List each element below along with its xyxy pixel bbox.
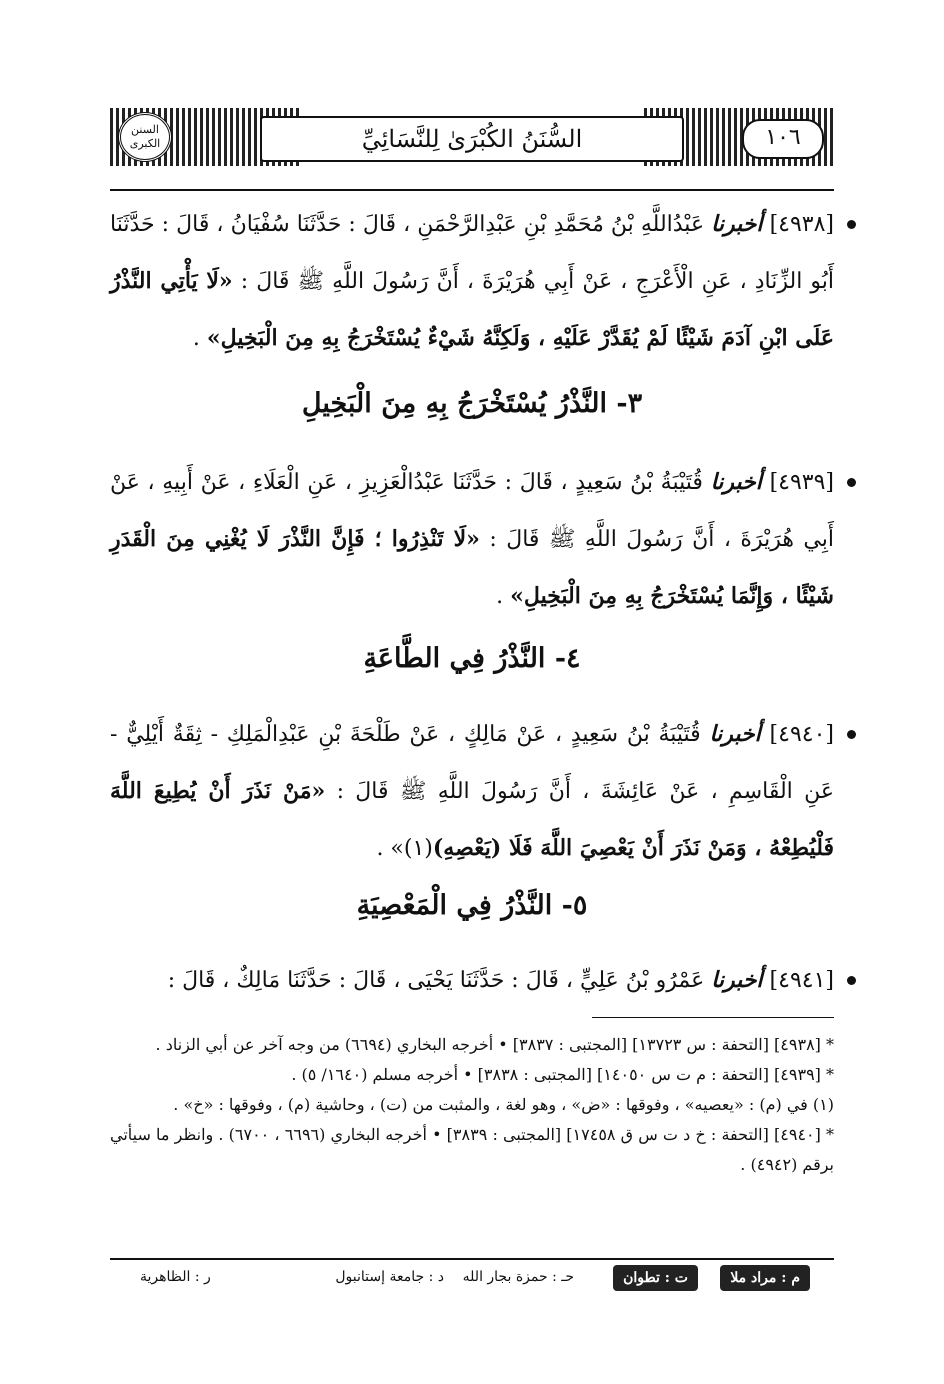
hadith-matn: «لَا تَنْذِرُوا ؛ فَإِنَّ النَّذْرَ لَا يُغْنِي مِنَ الْقَدَرِ شَيْئًا ، وَإِنَّمَا يُسْتَخْرَجُ بِهِ مِنَ الْبَخِيلِ» [110,526,834,609]
hadith-isnad: قُتَيْبَةُ بْنُ سَعِيدٍ ، قَالَ : حَدَّثَنَا عَبْدُالْعَزِيزِ ، عَنِ الْعَلَاءِ ، عَنْ أَبِيهِ ، عَنْ أَبِي هُرَيْرَةَ ، أَنَّ رَسُولَ اللَّهِ ﷺ قَالَ : [110,470,834,552]
hadith-4939 [110,454,834,625]
chapter-heading-4: ٤- النَّذْرُ فِي الطَّاعَةِ [363,643,581,674]
hadith-isnad: عَمْرُو بْنُ عَلِيٍّ ، قَالَ : حَدَّثَنَا يَحْيَى ، قَالَ : حَدَّثَنَا مَالِكٌ ، قَالَ : [167,968,705,993]
header-title-plate [260,116,684,162]
page-header [110,108,834,166]
header-rule [110,189,834,191]
chapter-heading-3: ٣- النَّذْرُ يُسْتَخْرَجُ بِهِ مِنَ الْبَخِيلِ [301,388,643,419]
manuscript-key-footer [110,1263,834,1297]
bullet-icon [847,976,856,985]
chapter-heading-5: ٥- النَّذْرُ فِي الْمَعْصِيَةِ [356,890,588,921]
hadith-4938 [110,196,834,367]
manuscript-d-label: د : جامعة إستانبول [335,1269,444,1285]
footnote-1: (١) في (م) : «يعصيه» ، وفوقها : «ض» ، وهو لغة ، والمثبت من (ت) ، وحاشية (م) ، وفوقها : «خ» . [173,1095,834,1114]
page-number: ١٠٦ [742,119,824,159]
footnote-4938: * [٤٩٣٨] [التحفة : س ١٣٧٢٣] [المجتبى : ٣٨٣٧] • أخرجه البخاري (٦٦٩٤) من وجه آخر عن أبي الزناد . [155,1035,834,1054]
footnote-4940: * [٤٩٤٠] [التحفة : خ د ت س ق ١٧٤٥٨] [المجتبى : ٣٨٣٩] • أخرجه البخاري (٦٦٩٦ ، ٦٧٠٠) . وانظر ما سيأتي برقم (٤٩٤٢) . [110,1125,835,1174]
bullet-icon [847,220,856,229]
manuscript-m-badge: م : مراد ملا [720,1265,810,1291]
hadith-number: [٤٩٣٨] [769,212,835,237]
hadith-number: [٤٩٤١] [769,968,834,993]
hadith-isnad: عَبْدُاللَّهِ بْنُ مُحَمَّدِ بْنِ عَبْدِالرَّحْمَنِ ، قَالَ : حَدَّثَنَا سُفْيَانُ ، قَالَ : حَدَّثَنَا أَبُو الزِّنَادِ ، عَنِ الْأَعْرَجِ ، عَنْ أَبِي هُرَيْرَةَ ، أَنَّ رَسُولَ اللَّهِ ﷺ قَالَ : [110,212,834,294]
manuscript-r-label: ر : الظاهرية [140,1269,211,1285]
hadith-opening: أخبرنا [709,721,761,747]
hadith-number: [٤٩٤٠] [769,722,834,747]
footnote-4939: * [٤٩٣٩] [التحفة : م ت س ١٤٠٥٠] [المجتبى : ٣٨٣٨] • أخرجه مسلم (١٦٤٠/ ٥) . [291,1065,834,1084]
hadith-tail: (١)» . [376,836,433,861]
hadith-isnad: قُتَيْبَةُ بْنُ سَعِيدٍ ، عَنْ مَالِكٍ ، عَنْ طَلْحَةَ بْنِ عَبْدِالْمَلِكِ - ثِقَةٌ أَيْلِيٌّ - عَنِ الْقَاسِمِ ، عَنْ عَائِشَةَ ، أَنَّ رَسُولَ اللَّهِ ﷺ قَالَ : [110,722,834,804]
footnotes [110,1030,834,1180]
book-seal-logo: السنن الكبرى [118,112,172,162]
hadith-4940 [110,706,834,877]
hadith-opening: أخبرنا [711,211,763,237]
footer-rule [110,1258,834,1260]
bullet-icon [847,730,856,739]
bullet-icon [847,478,856,487]
manuscript-t-badge: ت : تطوان [613,1265,698,1291]
hadith-opening: أخبرنا [711,967,763,993]
hadith-opening: أخبرنا [710,469,762,495]
manuscript-h-label: حـ : حمزة بجار الله [462,1269,574,1285]
hadith-4941 [110,952,834,1009]
hadith-tail: . [192,326,207,351]
hadith-tail: . [496,584,511,609]
hadith-number: [٤٩٣٩] [769,470,835,495]
book-title: السُّنَنُ الكُبْرَىٰ لِلنَّسَائِيِّ [361,125,583,153]
footnote-rule [592,1017,834,1018]
hadith-matn: «لَا يَأْتِي النَّذْرُ عَلَى ابْنِ آدَمَ شَيْئًا لَمْ يُقَدَّرْ عَلَيْهِ ، وَلَكِنَّهُ شَيْءٌ يُسْتَخْرَجُ بِهِ مِنَ الْبَخِيلِ» [110,268,834,351]
hadith-matn: «مَنْ نَذَرَ أَنْ يُطِيعَ اللَّهَ فَلْيُطِعْهُ ، وَمَنْ نَذَرَ أَنْ يَعْصِيَ اللَّهَ فَلَا (يَعْصِهِ) [110,778,834,861]
